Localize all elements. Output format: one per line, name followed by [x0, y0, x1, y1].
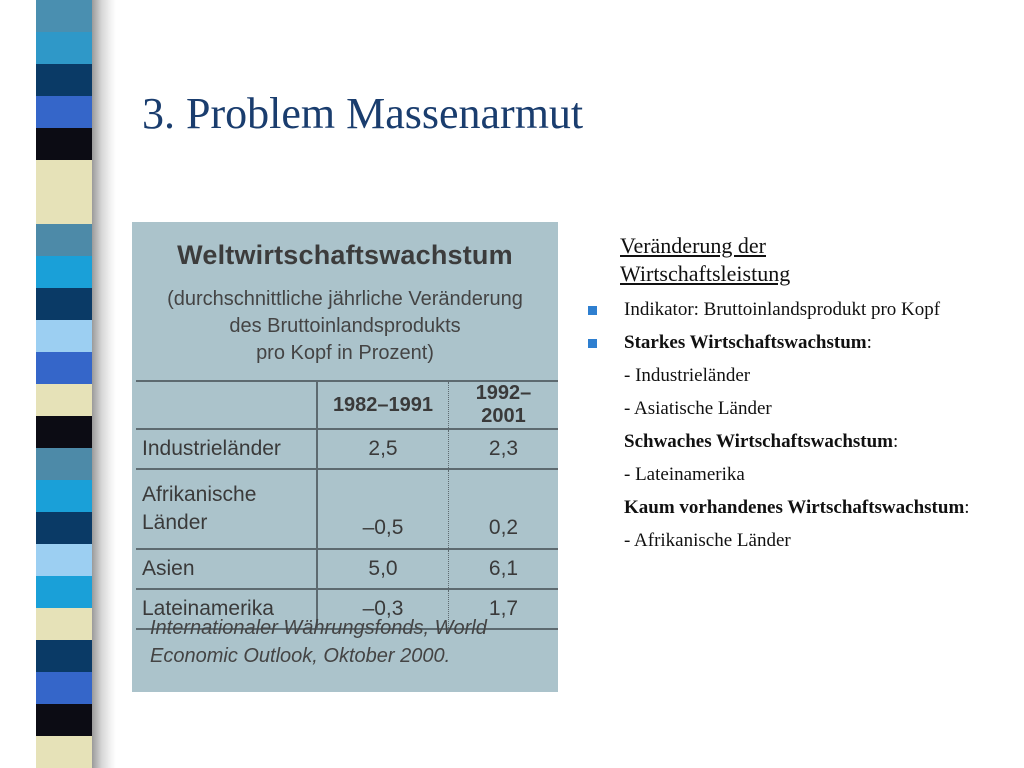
stripe-segment	[36, 416, 92, 448]
row-value-1992-2001: 6,1	[449, 549, 559, 589]
table-header-empty	[136, 381, 317, 429]
stripe-segment	[36, 224, 92, 256]
stripe-segment	[36, 256, 92, 288]
row-value-1982-1991: 5,0	[317, 549, 449, 589]
list-item: - Asiatische Länder	[624, 398, 772, 419]
stripe-segment	[36, 544, 92, 576]
stripe-segment	[36, 608, 92, 640]
slide-title: 3. Problem Massenarmut	[142, 89, 584, 138]
stripe-segment	[36, 672, 92, 704]
growth-table-image	[132, 222, 558, 692]
stripe-segment	[36, 64, 92, 96]
stripe-segment	[36, 352, 92, 384]
schwaches-item	[624, 430, 986, 454]
stripe-segment	[36, 480, 92, 512]
stripe-segment	[36, 576, 92, 608]
row-value-1992-2001: 0,2	[449, 469, 559, 549]
content-heading: Veränderung der Wirtschaftsleistung	[620, 233, 791, 286]
list-item: - Lateinamerika	[624, 464, 745, 485]
stripe-segment	[36, 160, 92, 192]
table-subtitle-line-3: pro Kopf in Prozent)	[256, 342, 434, 364]
stripe-segment	[36, 288, 92, 320]
stripe-segment	[36, 640, 92, 672]
column-header-1982-1991: 1982–1991	[317, 381, 449, 429]
decorative-stripe-bar	[36, 0, 92, 768]
row-label: Industrieländer	[136, 429, 317, 469]
kaum-item	[624, 496, 986, 520]
content-panel	[586, 232, 986, 562]
row-label: Asien	[136, 549, 317, 589]
row-value-1982-1991: –0,3	[317, 589, 449, 629]
column-header-1992-2001: 1992–2001	[449, 381, 559, 429]
stripe-segment	[36, 192, 92, 224]
colon: :	[964, 497, 970, 518]
schwaches-label: Schwaches Wirtschaftswachstum	[624, 431, 893, 452]
bullet-item-indikator	[624, 298, 986, 322]
row-value-1992-2001: 2,3	[449, 429, 559, 469]
stripe-segment	[36, 384, 92, 416]
kaum-label: Kaum vorhandenes Wirtschaftswachstum	[624, 497, 965, 518]
stripe-shadow	[92, 0, 116, 768]
square-bullet-icon	[588, 339, 597, 348]
table-source: Internationaler Währungsfonds, World Economic Outlook, Oktober 2000.	[150, 617, 487, 667]
stripe-segment	[36, 96, 92, 128]
growth-table	[136, 380, 558, 630]
stripe-segment	[36, 128, 92, 160]
starkes-label: Starkes Wirtschaftswachstum	[624, 332, 867, 353]
table-heading: Weltwirtschaftswachstum	[177, 240, 513, 270]
stripe-segment	[36, 512, 92, 544]
row-value-1982-1991: 2,5	[317, 429, 449, 469]
stripe-segment	[36, 736, 92, 768]
stripe-segment	[36, 32, 92, 64]
square-bullet-icon	[588, 306, 597, 315]
table-subtitle-line-2: des Bruttoinlandsprodukts	[229, 315, 461, 337]
row-value-1982-1991: –0,5	[317, 469, 449, 549]
table-row	[136, 429, 558, 469]
list-item: - Afrikanische Länder	[624, 530, 791, 551]
list-item: - Industrieländer	[624, 365, 751, 386]
table-subtitle	[132, 286, 558, 367]
colon: :	[893, 431, 899, 452]
table-subtitle-line-1: (durchschnittliche jährliche Veränderung	[167, 288, 523, 310]
stripe-segment	[36, 320, 92, 352]
indikator-text: Indikator: Bruttoinlandsprodukt pro Kopf	[624, 299, 941, 320]
stripe-segment	[36, 448, 92, 480]
row-value-1992-2001: 1,7	[449, 589, 559, 629]
stripe-segment	[36, 0, 92, 32]
table-row	[136, 549, 558, 589]
bullet-item-starkes	[624, 331, 986, 355]
row-label: Lateinamerika	[136, 589, 317, 629]
colon: :	[866, 332, 872, 353]
table-row	[136, 469, 558, 549]
table-header-row	[136, 381, 558, 429]
row-label: Afrikanische Länder	[136, 469, 317, 549]
stripe-segment	[36, 704, 92, 736]
